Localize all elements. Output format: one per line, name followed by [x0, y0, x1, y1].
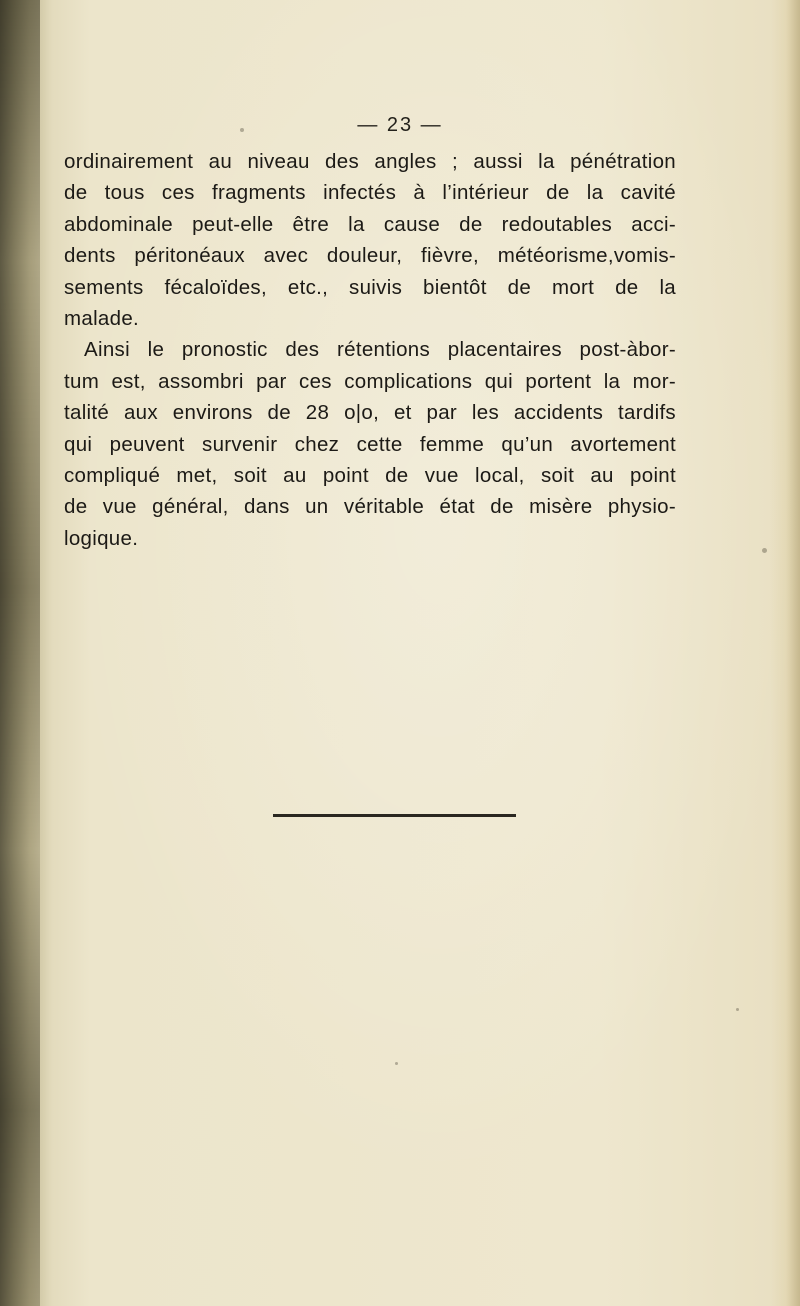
- section-divider: [273, 814, 516, 817]
- text-line: ordinairement au niveau des angles ; aussi la pénétration: [64, 150, 676, 173]
- page-number: — 23 —: [357, 114, 443, 136]
- page-binding-shadow: [0, 0, 40, 1306]
- text-line: malade.: [64, 307, 140, 331]
- text-line: abdominale peut-elle être la cause de redoutables acci-: [64, 212, 676, 236]
- text-line: de vue général, dans un véritable état de misère physio-: [64, 495, 676, 519]
- paper-speck: [762, 548, 767, 553]
- page-edge-shadow: [786, 0, 800, 1306]
- text-line: talité aux environs de 28 o|o, et par les accidents tardifs: [64, 401, 676, 425]
- paper-speck: [395, 1062, 398, 1065]
- body-text: [64, 146, 676, 554]
- paper-speck: [240, 128, 244, 132]
- text-line: qui peuvent survenir chez cette femme qu’un avortement: [64, 432, 676, 456]
- text-line: logique.: [64, 526, 139, 550]
- text-line: tum est, assombri par ces complications qui portent la mor-: [64, 369, 676, 393]
- text-line: dents péritonéaux avec douleur, fièvre, météorisme,vomis-: [64, 244, 676, 268]
- text-line: compliqué met, soit au point de vue local, soit au point: [64, 464, 676, 488]
- text-line: de tous ces fragments infectés à l’intérieur de la cavité: [64, 181, 676, 205]
- text-line: Ainsi le pronostic des rétentions placentaires post-àbor-: [84, 338, 676, 362]
- paper-speck: [736, 1008, 739, 1011]
- text-line: sements fécaloïdes, etc., suivis bientôt de mort de la: [64, 275, 676, 299]
